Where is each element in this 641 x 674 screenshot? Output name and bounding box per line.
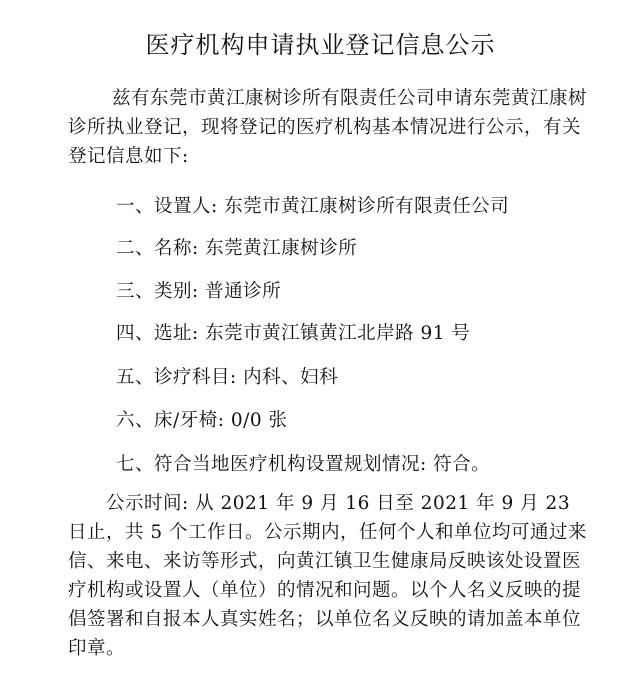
- info-item-location: 四、选址: 东莞市黄江镇黄江北岸路 91 号: [116, 323, 471, 344]
- info-item-departments: 五、诊疗科目: 内科、妇科: [116, 367, 339, 388]
- info-item-operator: 一、设置人: 东莞市黄江康树诊所有限责任公司: [116, 196, 510, 217]
- info-item-beds: 六、床/牙椅: 0/0 张: [116, 410, 288, 431]
- info-item-category: 三、类别: 普通诊所: [116, 281, 282, 302]
- intro-paragraph: 兹有东莞市黄江康树诊所有限责任公司申请东莞黄江康树诊所执业登记，现将登记的医疗机构基本情况进行公示，有关登记信息如下:: [68, 88, 588, 167]
- document-title: 医疗机构申请执业登记信息公示: [145, 31, 496, 59]
- info-item-name: 二、名称: 东莞黄江康树诊所: [116, 238, 358, 259]
- notice-paragraph: 公示时间: 从 2021 年 9 月 16 日至 2021 年 9 月 23 日止，共 5 个工作日。公示期内，任何个人和单位均可通过来信、来电、来访等形式，向黄江镇卫生健康局反映该处设置医疗机构或设置人（单位）的情况和问题。以个人名义反映的提倡签署和自报本人真实姓名；以单位名义反映的请加盖本单位印章。: [68, 493, 588, 659]
- info-item-planning: 七、符合当地医疗机构设置规划情况: 符合。: [116, 454, 491, 475]
